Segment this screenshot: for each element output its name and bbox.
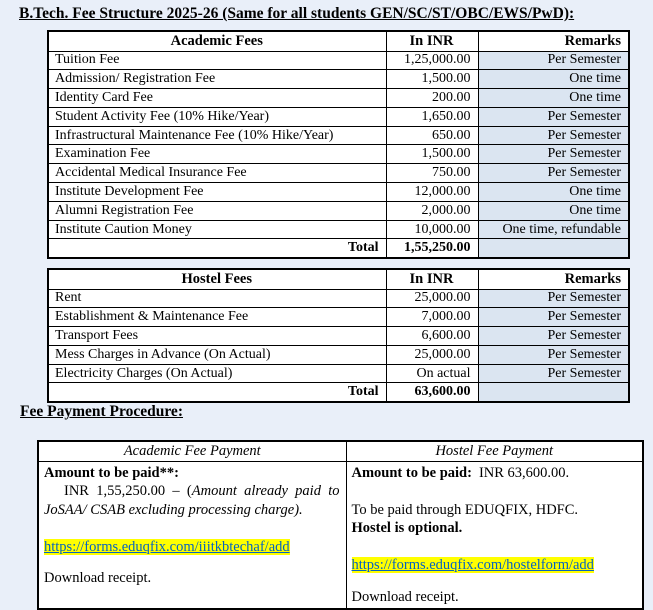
fee-name-cell: Institute Development Fee <box>48 183 386 202</box>
total-remarks-cell <box>478 239 629 258</box>
fee-name-cell: Identity Card Fee <box>48 89 386 108</box>
hostel-optional-text: Hostel is optional. <box>351 520 463 536</box>
table-row <box>48 51 629 70</box>
academic-total-row <box>48 239 629 258</box>
hostel-payment-cell <box>346 461 643 609</box>
fee-name-cell: Student Activity Fee (10% Hike/Year) <box>48 107 386 126</box>
table-row <box>48 220 629 239</box>
hostel-fee-payment-header: Hostel Fee Payment <box>346 441 643 461</box>
total-label: Total <box>48 239 386 258</box>
table-row <box>48 201 629 220</box>
payment-body-row <box>38 461 643 609</box>
table-row <box>48 308 629 327</box>
payment-procedure-table <box>37 440 644 610</box>
fee-amount-cell: 1,500.00 <box>386 145 478 164</box>
academic-fees-table <box>47 30 630 259</box>
hostel-header-row <box>48 269 629 289</box>
fee-amount-cell: On actual <box>386 364 478 383</box>
table-row <box>48 183 629 202</box>
hostel-amount-label: Amount to be paid: <box>351 464 472 481</box>
academic-fee-payment-header: Academic Fee Payment <box>38 441 346 461</box>
amount-suffix: ). <box>294 501 303 518</box>
academic-header-row <box>48 31 629 51</box>
total-amount: 1,55,250.00 <box>386 239 478 258</box>
inr-header: In INR <box>386 31 478 51</box>
hostel-amount-value: INR 63,600.00. <box>478 464 570 481</box>
academic-payment-link[interactable]: https://forms.eduqfix.com/iiitkbtechaf/add <box>44 538 290 555</box>
fee-remarks-cell: Per Semester <box>478 308 629 327</box>
fee-name-cell: Establishment & Maintenance Fee <box>48 308 386 327</box>
fee-name-cell: Institute Caution Money <box>48 220 386 239</box>
fee-remarks-cell: Per Semester <box>478 145 629 164</box>
table-row <box>48 345 629 364</box>
fee-amount-cell: 1,500.00 <box>386 70 478 89</box>
fee-name-cell: Transport Fees <box>48 327 386 346</box>
fee-amount-cell: 7,000.00 <box>386 308 478 327</box>
fee-amount-cell: 10,000.00 <box>386 220 478 239</box>
page-title: B.Tech. Fee Structure 2025-26 (Same for all students GEN/SC/ST/OBC/EWS/PwD): <box>19 5 575 22</box>
fee-remarks-cell: One time <box>478 183 629 202</box>
academic-payment-cell <box>38 461 346 609</box>
table-row <box>48 70 629 89</box>
fee-remarks-cell: Per Semester <box>478 107 629 126</box>
table-row <box>48 289 629 308</box>
fee-amount-cell: 1,650.00 <box>386 107 478 126</box>
fee-amount-cell: 2,000.00 <box>386 201 478 220</box>
fee-remarks-cell: One time <box>478 201 629 220</box>
table-row <box>48 126 629 145</box>
total-remarks-cell <box>478 383 629 402</box>
fee-amount-cell: 200.00 <box>386 89 478 108</box>
fee-remarks-cell: Per Semester <box>478 327 629 346</box>
total-amount: 63,600.00 <box>386 383 478 402</box>
fee-name-cell: Electricity Charges (On Actual) <box>48 364 386 383</box>
fee-name-cell: Tuition Fee <box>48 51 386 70</box>
download-receipt-text: Download receipt. <box>44 570 152 586</box>
fee-amount-cell: 650.00 <box>386 126 478 145</box>
amount-note-italic: Amount already paid to JoSAA/ CSAB excluding processing charge <box>44 483 340 518</box>
academic-amount-label: Amount to be paid**: <box>44 464 179 481</box>
payment-header-row <box>38 441 643 461</box>
fee-remarks-cell: Per Semester <box>478 126 629 145</box>
total-label: Total <box>48 383 386 402</box>
fee-amount-cell: 1,25,000.00 <box>386 51 478 70</box>
fee-remarks-cell: Per Semester <box>478 345 629 364</box>
academic-amount-detail <box>44 482 340 519</box>
inr-header: In INR <box>386 269 478 289</box>
fee-name-cell: Admission/ Registration Fee <box>48 70 386 89</box>
hostel-fees-header: Hostel Fees <box>48 269 386 289</box>
fee-amount-cell: 6,600.00 <box>386 327 478 346</box>
fee-amount-cell: 25,000.00 <box>386 289 478 308</box>
table-row <box>48 364 629 383</box>
fee-remarks-cell: One time <box>478 89 629 108</box>
amount-prefix: INR 1,55,250.00 – ( <box>64 483 192 499</box>
remarks-header: Remarks <box>478 31 629 51</box>
fee-name-cell: Alumni Registration Fee <box>48 201 386 220</box>
fee-remarks-cell: Per Semester <box>478 364 629 383</box>
fee-remarks-cell: Per Semester <box>478 289 629 308</box>
hostel-payment-link[interactable]: https://forms.eduqfix.com/hostelform/add <box>351 557 594 573</box>
table-row <box>48 327 629 346</box>
fee-payment-procedure-heading: Fee Payment Procedure: <box>20 403 183 420</box>
fee-name-cell: Infrastructural Maintenance Fee (10% Hike/Year) <box>48 126 386 145</box>
fee-name-cell: Accidental Medical Insurance Fee <box>48 164 386 183</box>
fee-amount-cell: 12,000.00 <box>386 183 478 202</box>
academic-fees-header: Academic Fees <box>48 31 386 51</box>
table-row <box>48 107 629 126</box>
fee-name-cell: Rent <box>48 289 386 308</box>
fee-remarks-cell: Per Semester <box>478 51 629 70</box>
fee-remarks-cell: Per Semester <box>478 164 629 183</box>
hostel-fees-table <box>47 268 630 403</box>
fee-remarks-cell: One time, refundable <box>478 220 629 239</box>
fee-amount-cell: 25,000.00 <box>386 345 478 364</box>
table-row <box>48 164 629 183</box>
download-receipt-text: Download receipt. <box>351 588 459 605</box>
table-row <box>48 145 629 164</box>
hostel-total-row <box>48 383 629 402</box>
fee-name-cell: Examination Fee <box>48 145 386 164</box>
fee-remarks-cell: One time <box>478 70 629 89</box>
table-row <box>48 89 629 108</box>
remarks-header: Remarks <box>478 269 629 289</box>
hostel-amount-line <box>352 464 637 483</box>
pay-through-text: To be paid through EDUQFIX, HDFC. <box>351 501 579 518</box>
fee-name-cell: Mess Charges in Advance (On Actual) <box>48 345 386 364</box>
fee-amount-cell: 750.00 <box>386 164 478 183</box>
